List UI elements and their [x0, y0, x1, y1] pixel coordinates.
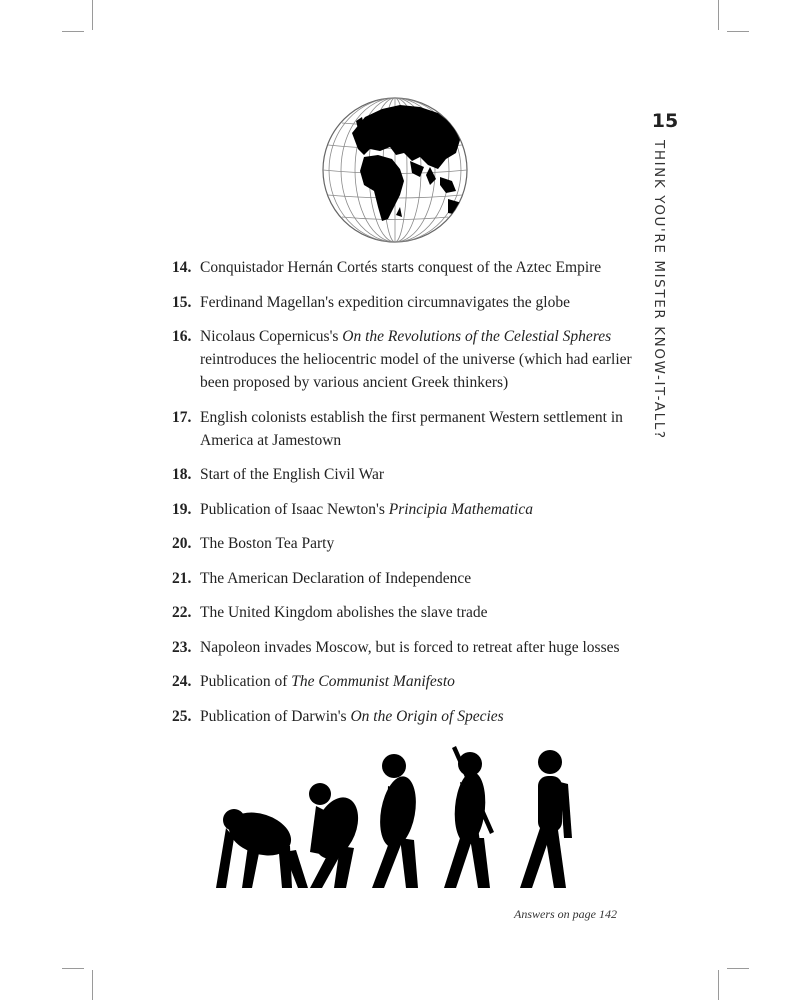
item-title-italic: On the Revolutions of the Celestial Spheres: [342, 328, 612, 345]
crop-mark: [727, 31, 749, 32]
spear-human-silhouette: [444, 746, 494, 888]
item-text: [200, 705, 642, 728]
item-number: 20.: [172, 535, 192, 552]
item-number: 22.: [172, 604, 192, 621]
item-number: 23.: [172, 638, 192, 656]
crop-mark: [727, 968, 749, 969]
item-text: [200, 463, 642, 486]
item-text-post: reintroduces the heliocentric model of the universe (which had earlier been proposed by various ancient Greek thinkers): [200, 351, 632, 391]
quiz-item: [172, 636, 642, 659]
item-text-pre: The United Kingdom abolishes the slave trade: [200, 604, 488, 621]
item-title-italic: The Communist Manifesto: [291, 673, 455, 690]
item-number: 24.: [172, 673, 192, 690]
item-text: [200, 601, 642, 624]
answers-reference: Answers on page 142: [514, 907, 617, 921]
item-title-italic: On the Origin of Species: [350, 707, 504, 725]
item-text-pre: Publication of Darwin's: [200, 707, 351, 725]
item-text-pre: English colonists establish the first permanent Western settlement in America at Jamestown: [200, 408, 623, 449]
quiz-item: [172, 256, 642, 279]
quiz-item: [172, 532, 642, 555]
item-number: 15.: [172, 293, 192, 311]
item-text: [200, 406, 642, 452]
human-evolution-silhouettes: [212, 742, 602, 897]
item-text-pre: Publication of: [200, 673, 292, 690]
item-title-italic: Principia Mathematica: [388, 500, 533, 518]
crop-mark: [92, 970, 93, 1000]
quiz-item: [172, 670, 642, 693]
early-human-silhouette: [372, 754, 421, 888]
quiz-item: [172, 291, 642, 314]
globe-icon: [320, 95, 470, 245]
item-text: [200, 291, 642, 314]
item-text-pre: Start of the English Civil War: [200, 466, 385, 483]
quiz-item: [172, 406, 642, 452]
item-text-pre: Publication of Isaac Newton's: [200, 500, 389, 518]
crop-mark: [62, 968, 84, 969]
quiz-item: [172, 567, 642, 590]
item-text: [200, 256, 642, 279]
item-number: 14.: [172, 259, 192, 276]
item-number: 21.: [172, 569, 192, 587]
modern-human-silhouette: [520, 750, 572, 888]
item-text-pre: The Boston Tea Party: [200, 535, 335, 552]
quiz-item: [172, 463, 642, 486]
item-text-pre: Nicolaus Copernicus's: [200, 328, 343, 345]
item-text: [200, 670, 642, 693]
quiz-item: [172, 601, 642, 624]
item-text-pre: Conquistador Hernán Cortés starts conquest of the Aztec Empire: [200, 259, 602, 276]
running-head: THINK YOU'RE MISTER KNOW-IT-ALL?: [651, 140, 667, 440]
item-text-pre: The American Declaration of Independence: [200, 569, 472, 587]
item-number: 16.: [172, 328, 192, 345]
hominid-silhouette: [305, 783, 366, 888]
crop-mark: [718, 0, 719, 30]
quiz-list: [172, 256, 642, 739]
item-text: [200, 325, 642, 394]
ape-silhouette: [216, 805, 308, 888]
item-text: [200, 532, 642, 555]
item-number: 25.: [172, 707, 192, 725]
item-text-pre: Napoleon invades Moscow, but is forced to retreat after huge losses: [200, 638, 620, 656]
crop-mark: [92, 0, 93, 30]
item-text: [200, 498, 642, 521]
quiz-item: [172, 705, 642, 728]
item-text: [200, 567, 642, 590]
item-number: 17.: [172, 408, 192, 426]
quiz-item: [172, 325, 642, 394]
quiz-item: [172, 498, 642, 521]
item-text: [200, 636, 642, 659]
crop-mark: [718, 970, 719, 1000]
item-text-pre: Ferdinand Magellan's expedition circumnavigates the globe: [200, 293, 570, 311]
item-number: 18.: [172, 466, 192, 483]
item-number: 19.: [172, 500, 192, 518]
page-number: 15: [651, 110, 679, 132]
crop-mark: [62, 31, 84, 32]
